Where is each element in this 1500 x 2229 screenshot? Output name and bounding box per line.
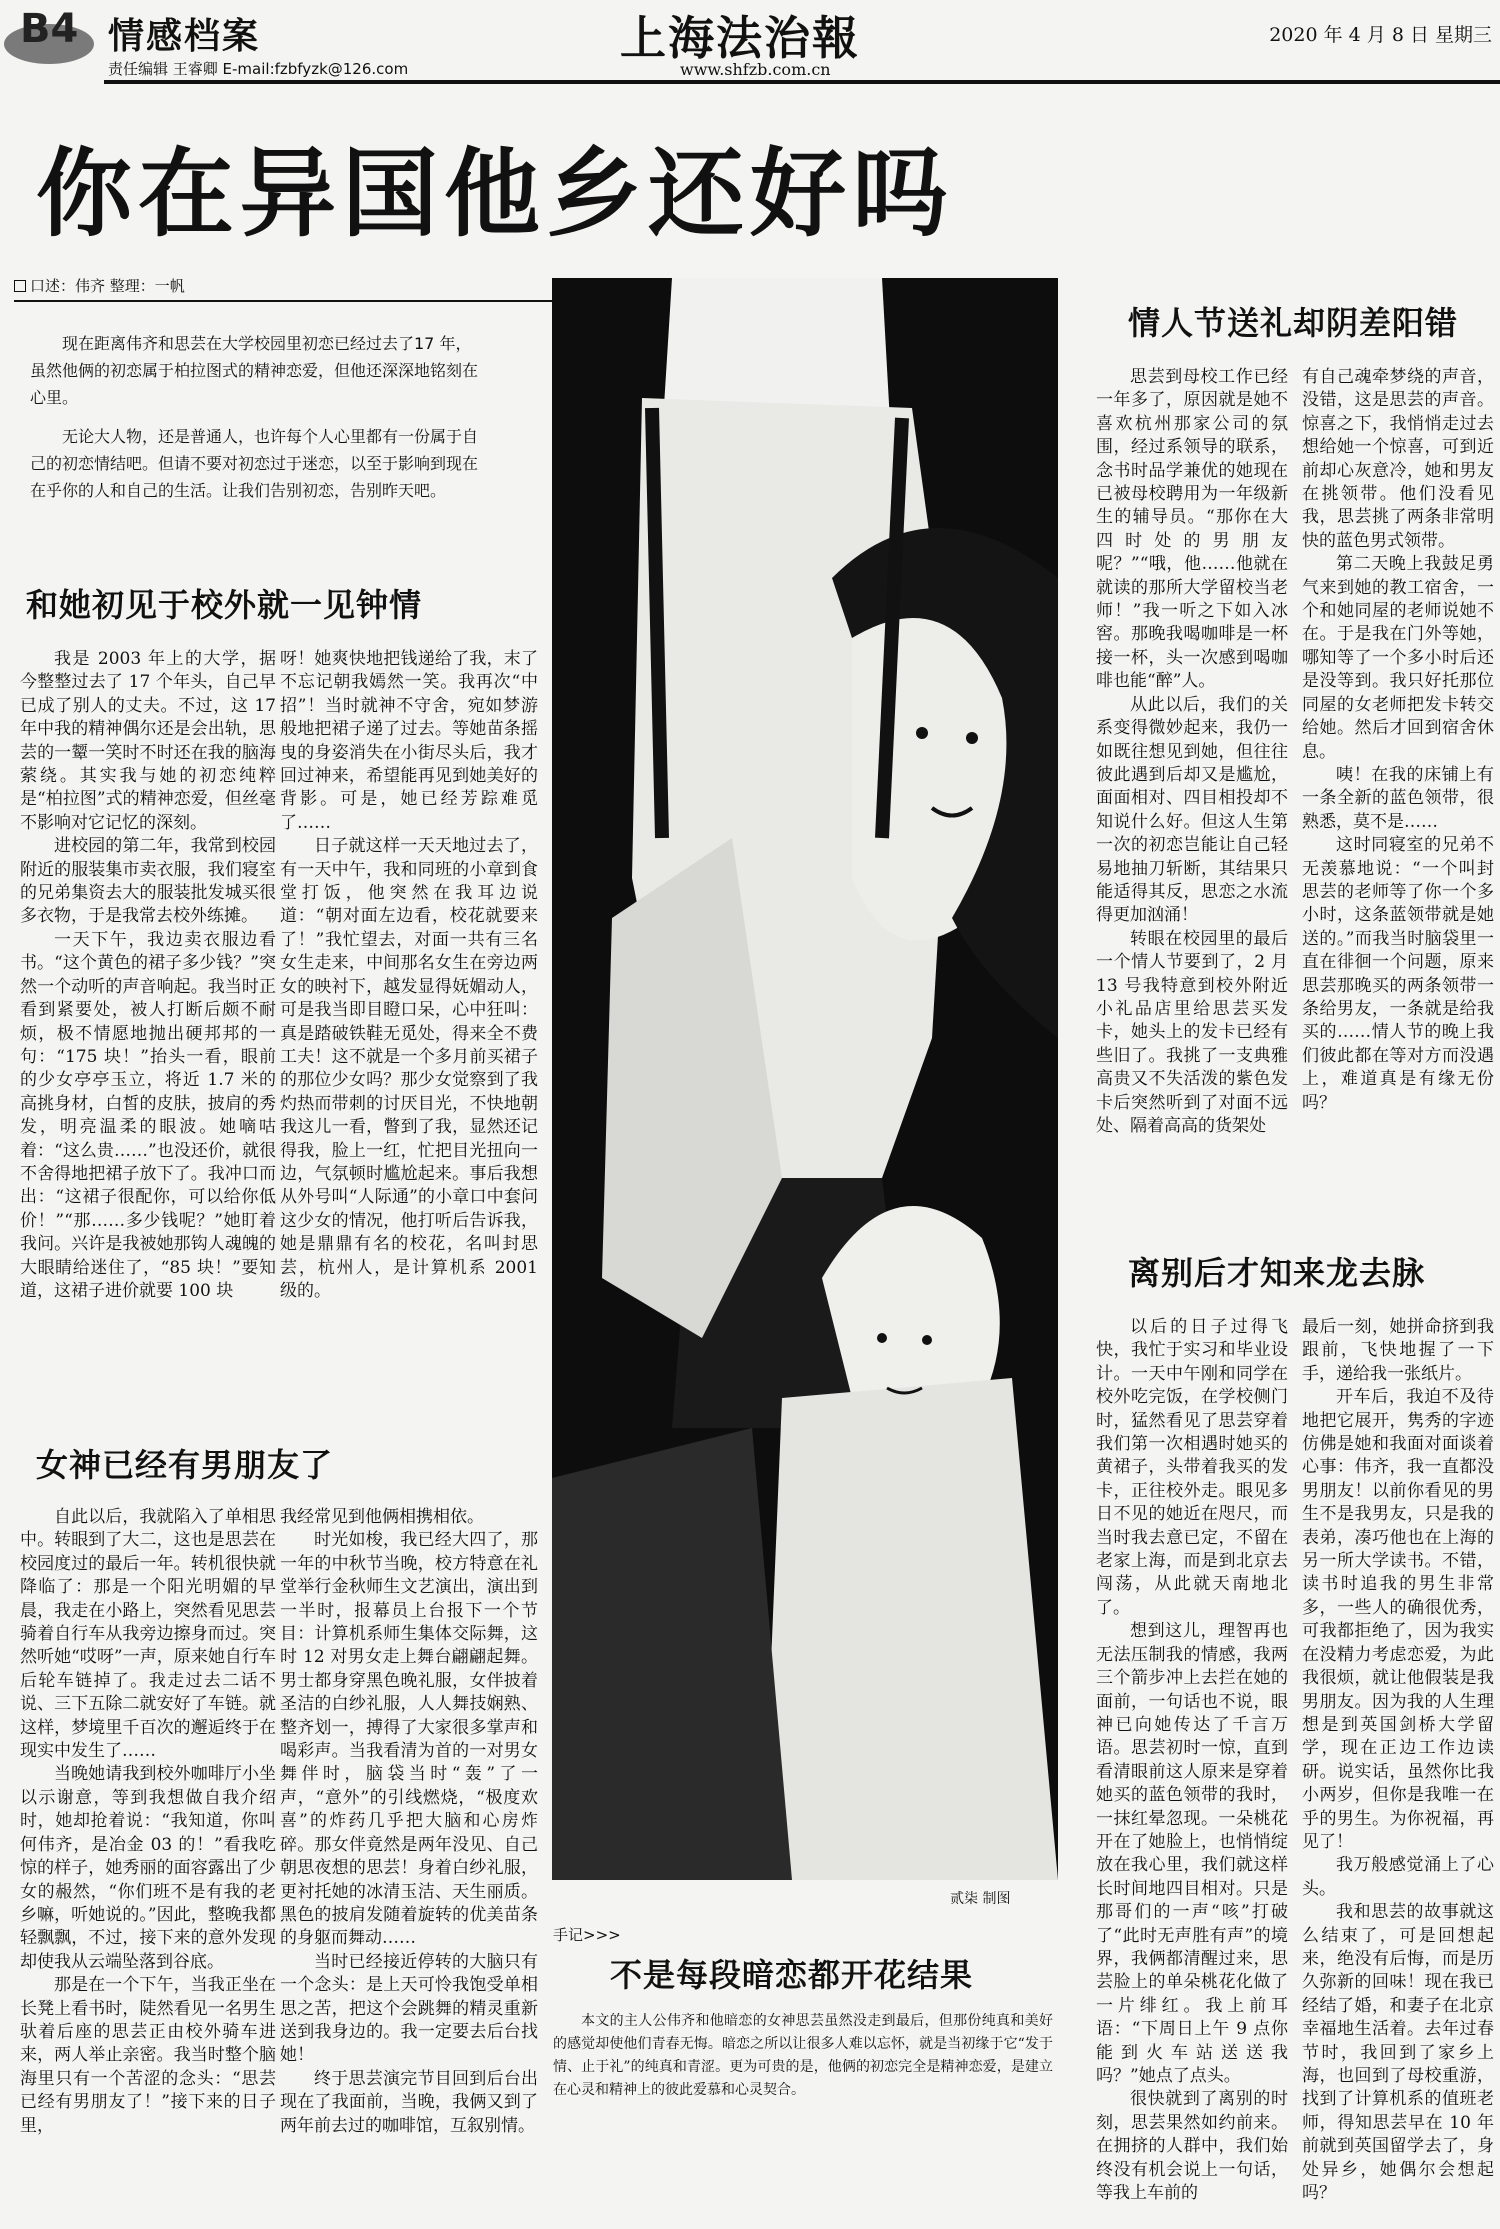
paragraph: 当时已经接近停转的大脑只有一个念头：是上天可怜我饱受单相思之苦，把这个会跳舞的精灵重新送到我身边的。我一定要去后台找她！: [280, 1951, 538, 2066]
illustration: [552, 278, 1058, 1880]
paragraph: 时光如梭，我已经大四了，那一年的中秋节当晚，校方特意在礼堂举行金秋师生文艺演出，演出到一半时，报幕员上台报下一个节目：计算机系师生集体交际舞，这时 12 对男女走上舞台翩翩起舞。男士都身穿黑色晚礼服，女伴披着圣洁的白纱礼服，人人舞技娴熟、整齐划一，搏得了大家很多掌声和喝彩声。当我看清为首的一对男女舞伴时，脑袋当时“轰”了一声，“意外”的引线燃烧，“极度欢喜”的炸药几乎把大脑和心房炸碎。那女伴竟然是两年没见、自己朝思夜想的思芸！身着白纱礼服，更衬托她的冰清玉洁、天生丽质。黑色的披肩发随着旋转的优美苗条的身躯而舞动……: [280, 1530, 538, 1949]
header-rule: [104, 80, 1500, 84]
paragraph: 呀！她爽快地把钱递给了我，末了不忘记朝我嫣然一笑。我再次“中招”！当时就神不守舍，宛如梦游般地把裙子递了过去。等她苗条摇曳的身姿消失在小街尽头后，我才回过神来，希望能再见到她美好的背影。可是，她已经芳踪难觅了……: [280, 649, 538, 833]
text-column: [20, 648, 276, 1388]
paragraph: 一天下午，我边卖衣服边看书。“这个黄色的裙子多少钱？”突然一个动听的声音响起。我当时正看到紧要处，被人打断后颇不耐烦，极不情愿地抛出硬邦邦的一句：“175 块！”抬头一看，眼前的少女亭亭玉立，将近 1.7 米的高挑身材，白皙的皮肤，披肩的秀发，明亮温柔的眼波。她嘀咕着：“这么贵……”也没还价，就很不舍得地把裙子放下了。我冲口而出：“这裙子很配你，可以给你低价！”“那……多少钱呢？”她盯着我问。兴许是我被她那钩人魂魄的大眼睛给迷住了，“85 块！”要知道，这裙子进价就要 100 块: [20, 929, 276, 1301]
paragraph: 那是在一个下午，当我正坐在长凳上看书时，陡然看见一名男生驮着后座的思芸正由校外骑车进来，两人举止亲密。我当时整个脑海里只有一个苦涩的念头：“思芸已经有男朋友了！”接下来的日子里，: [20, 1975, 276, 2136]
note-paragraph: 本文的主人公伟齐和他暗恋的女神思芸虽然没走到最后，但那份纯真和美好的感觉却使他们青春无悔。暗恋之所以让很多人难以忘怀，就是当初缘于它“发于情、止于礼”的纯真和青涩。更为可贵的是，他俩的初恋完全是精神恋爱，是建立在心灵和精神上的彼此爱慕和心灵契合。: [553, 2013, 1053, 2098]
byline-text: 口述：伟齐 整理：一帆: [30, 277, 185, 295]
paragraph: 终于思芸演完节目回到后台出现在了我面前，当晚，我俩又到了两年前去过的咖啡馆，互叙别情。: [280, 2068, 538, 2136]
paragraph: 转眼在校园里的最后一个情人节要到了，2 月 13 号我特意到校外附近小礼品店里给思芸买发卡，她头上的发卡已经有些旧了。我挑了一支典雅高贵又不失活泼的紫色发卡后突然听到了对面不远处、隔着高高的货架处: [1096, 928, 1288, 1136]
paragraph: 自此以后，我就陷入了单相思中。转眼到了大二，这也是思芸在校园度过的最后一年。转机很快就降临了：那是一个阳光明媚的早晨，我走在小路上，突然看见思芸骑着自行车从我旁边擦身而过。突然听她“哎呀”一声，原来她自行车后轮车链掉了。我走过去二话不说、三下五除二就安好了车链。就这样，梦境里千百次的邂逅终于在现实中发生了……: [20, 1507, 276, 1762]
illustration-credit: 贰柒 制图: [950, 1891, 1011, 1907]
paragraph: 咦！在我的床铺上有一条全新的蓝色领带，很熟悉，莫不是……: [1302, 764, 1494, 832]
paragraph: 最后一刻，她拼命挤到我跟前，飞快地握了一下手，递给我一张纸片。: [1302, 1317, 1494, 1384]
paragraph: 思芸到母校工作已经一年多了，原因就是她不喜欢杭州那家公司的氛围，经过系领导的联系，念书时品学兼优的她现在已被母校聘用为一年级新生的辅导员。“那你在大四时处的男朋友呢？”“哦，他……他就在就读的那所大学留校当老师！”我一听之下如入冰窖。那晚我喝咖啡是一杯接一杯，头一次感到喝咖啡也能“醉”人。: [1096, 367, 1288, 692]
note-body: [553, 2010, 1053, 2102]
paragraph: 第二天晚上我鼓足勇气来到她的教工宿舍，一个和她同屋的老师说她不在。于是我在门外等她，哪知等了一个多小时后还是没等到。我只好托那位同屋的女老师把发卡转交给她。然后才回到宿舍休息。: [1302, 554, 1494, 762]
text-column: [280, 1506, 538, 2226]
checkbox-glyph: [14, 280, 26, 292]
paragraph: 从此以后，我们的关系变得微妙起来，我仍一如既往想见到她，但往往彼此遇到后却又是尴尬，面面相对、四目相投却不知说什么好。但这人生第一次的初恋岂能让自己轻易地抽刀斩断，其结果只能适得其反，思恋之水流得更加汹涌！: [1096, 694, 1288, 926]
paragraph: 我万般感觉涌上了心头。: [1302, 1855, 1494, 1899]
article-intro: [30, 330, 480, 516]
section-heading: 女神已经有男朋友了: [36, 1446, 334, 1484]
paragraph: 以后的日子过得飞快，我忙于实习和毕业设计。一天中午刚和同学在校外吃完饭，在学校侧门时，猛然看见了思芸穿着我们第一次相遇时她买的黄裙子，头带着我买的发卡，正往校外走。眼见多日不见的她近在咫尺，而当时我去意已定，不留在老家上海，而是到北京去闯荡，从此就天南地北了。: [1096, 1317, 1288, 1618]
issue-date: 2020 年 4 月 8 日 星期三: [1269, 24, 1492, 46]
intro-paragraph: 无论大人物，还是普通人，也许每个人心里都有一份属于自己的初恋情结吧。但请不要对初恋过于迷恋，以至于影响到现在在乎你的人和自己的生活。让我们告别初恋，告别昨天吧。: [30, 427, 479, 500]
text-column: [1096, 1316, 1288, 2226]
illustration-art: [552, 278, 1058, 1880]
paragraph: 我和思芸的故事就这么结束了，可是回想起来，绝没有后悔，而是历久弥新的回味！现在我已经结了婚，和妻子在北京幸福地生活着。去年过春节时，我回到了家乡上海，也回到了母校重游，找到了计算机系的值班老师，得知思芸早在 10 年前就到英国留学去了，身处异乡，她偶尔会想起吗？: [1302, 1902, 1494, 2204]
paragraph: 很快就到了离别的时刻，思芸果然如约前来。在拥挤的人群中，我们始终没有机会说上一句话，等我上车前的: [1096, 2089, 1288, 2204]
paragraph: 这时同寝室的兄弟不无羡慕地说：“一个叫封思芸的老师等了你一个多小时，这条蓝领带就是她送的。”而我当时脑袋里一直在徘徊一个问题，原来思芸那晚买的两条领带一条给男友，一条就是给我买的……情人节的晚上我们彼此都在等对方而没遇上，难道真是有缘无份吗？: [1302, 835, 1494, 1113]
editor-line: 责任编辑 王睿卿 E-mail:fzbfyzk@126.com: [108, 60, 409, 78]
paragraph: 日子就这样一天天地过去了，有一天中午，我和同班的小章到食堂打饭，他突然在我耳边说道：“朝对面左边看，校花就要来了！”我忙望去，对面一共有三名女生走来，中间那名女生在旁边两女的映衬下，越发显得妩媚动人，可是我当即目瞪口呆，心中狂叫：真是踏破铁鞋无觅处，得来全不费工夫！这不就是一个多月前买裙子的那位少女吗？那少女觉察到了我灼热而带刺的讨厌目光，不快地朝我这儿一看，瞥到了我，显然还记得我，脸上一红，忙把目光扭向一边，气氛顿时尴尬起来。事后我想从外号叫“人际通”的小章口中套问这少女的情况，他打听后告诉我，她是鼎鼎有名的校花，名叫封思芸，杭州人，是计算机系 2001 级的。: [280, 836, 538, 1301]
text-column: [20, 1506, 276, 2226]
text-column: [1302, 1316, 1494, 2226]
text-column: [1302, 366, 1494, 1206]
section-title: 情感档案: [108, 16, 261, 57]
page-number-badge: [4, 2, 96, 66]
paragraph: 我经常见到他俩相携相依。: [280, 1507, 484, 1527]
paragraph: 想到这儿，理智再也无法压制我的情感，我两三个箭步冲上去拦在她的面前，一句话也不说，眼神已向她传达了千言万语。思芸初时一惊，直到看清眼前这人原来是穿着她买的蓝色领带的我时，一抹红晕忽现。一朵桃花开在了她脸上，也悄悄绽放在我心里，我们就这样长时间地四目相对。只是那哥们的一声“咳”打破了“此时无声胜有声”的境界，我俩都清醒过来，思芸脸上的单朵桃花化做了一片绯红。我上前耳语：“下周日上午 9 点你能到火车站送送我吗？”她点了点头。: [1096, 1621, 1288, 2086]
byline: [14, 275, 554, 302]
section-heading: 离别后才知来龙去脉: [1128, 1254, 1426, 1292]
paragraph: 我是 2003 年上的大学，据今整整过去了 17 个年头，自己早已成了别人的丈夫。不过，这 17 年中我的精神偶尔还是会出轨，思芸的一颦一笑时不时还在我的脑海萦绕。其实我与她的初恋纯粹是“柏拉图”式的精神恋爱，但丝毫不影响对它记忆的深刻。: [20, 649, 276, 833]
paragraph: 当晚她请我到校外咖啡厅小坐以示谢意，等到我想做自我介绍时，她却抢着说：“我知道，你叫何伟齐，是冶金 03 的！”看我吃惊的样子，她秀丽的面容露出了少女的赧然，“你们班不是有我的老乡嘛，听她说的。”因此，整晚我都轻飘飘，不过，接下来的意外发现却使我从云端坠落到谷底。: [20, 1764, 276, 1972]
page-header: [0, 0, 1500, 80]
section-heading: 和她初见于校外就一见钟情: [26, 586, 423, 624]
text-column: [1096, 366, 1288, 1206]
section-heading: 情人节送礼却阴差阳错: [1128, 304, 1459, 342]
paragraph: 进校园的第二年，我常到校园附近的服装集市卖衣服，我们寝室的兄弟集资去大的服装批发城买很多衣物，于是我常去校外练摊。: [20, 836, 276, 927]
page-number: B4: [20, 6, 79, 52]
article-headline: 你在异国他乡还好吗: [36, 138, 954, 250]
text-column: [280, 648, 538, 1388]
paragraph: 有自己魂牵梦绕的声音，没错，这是思芸的声音。惊喜之下，我悄悄走过去想给她一个惊喜，可到近前却心灰意冷，她和男友在挑领带。他们没看见我，思芸挑了两条非常明快的蓝色男式领带。: [1302, 367, 1494, 551]
website-url: www.shfzb.com.cn: [680, 60, 831, 79]
note-title: 不是每段暗恋都开花结果: [610, 1956, 974, 1994]
intro-paragraph: 现在距离伟齐和思芸在大学校园里初恋已经过去了17 年，虽然他俩的初恋属于柏拉图式的精神恋爱，但他还深深地铭刻在心里。: [30, 334, 479, 407]
paragraph: 开车后，我迫不及待地把它展开，隽秀的字迹仿佛是她和我面对面谈着心事：伟齐，我一直都没男朋友！以前你看见的男生不是我男友，只是我的表弟，凑巧他也在上海的另一所大学读书。不错，读书时追我的男生非常多，一些人的确很优秀，可我都拒绝了，因为我实在没精力考虑恋爱，为此我很烦，就让他假装是我男朋友。因为我的人生理想是到英国剑桥大学留学，现在正边工作边读研。说实话，虽然你比我小两岁，但你是我唯一在乎的男生。为你祝福，再见了！: [1302, 1387, 1494, 1852]
newspaper-logo: 上海法治報: [620, 11, 860, 65]
note-label: 手记>>>: [553, 1926, 621, 1944]
